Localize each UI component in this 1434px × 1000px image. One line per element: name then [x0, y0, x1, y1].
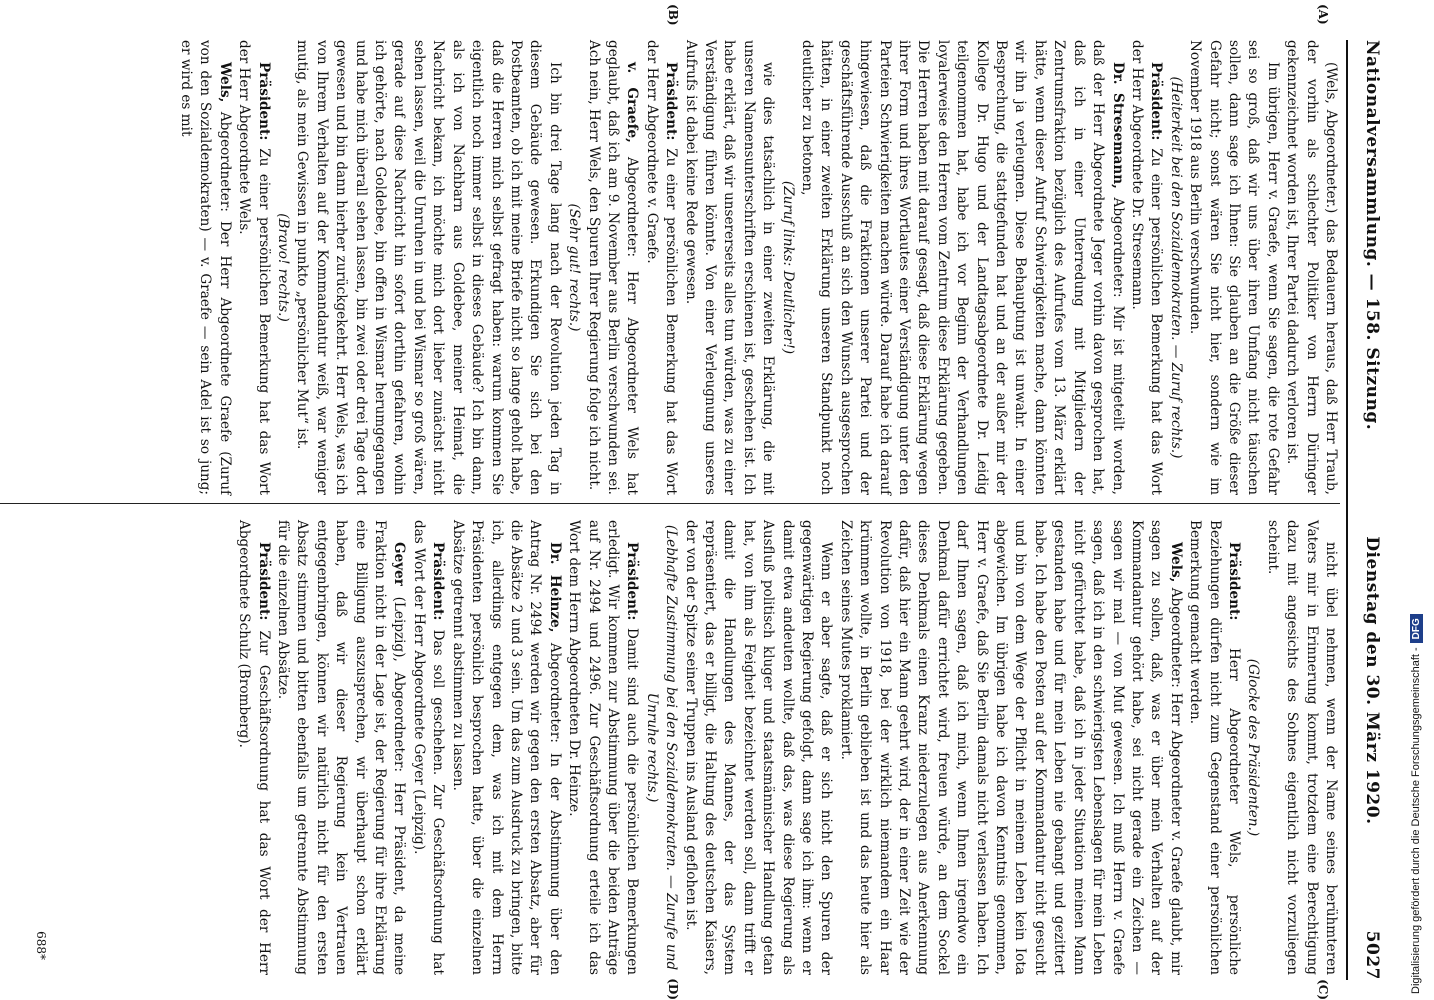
dfg-logo: DFG	[1410, 614, 1423, 643]
paragraph	[176, 40, 234, 495]
side-annotation-text	[1410, 0, 1423, 1000]
right-column	[234, 520, 1340, 975]
page-number: 5027	[1362, 930, 1382, 980]
speaker-name: Dr. Heinze,	[546, 542, 563, 643]
paragraph	[447, 520, 563, 975]
paragraph	[564, 40, 583, 495]
speaker-name: Präsident:	[1148, 62, 1165, 149]
speaker-name: v. Graefe,	[624, 62, 641, 158]
paragraph-text: Zu einer persönlichen Bemerkung hat das Wort der Herr Abgeordnete Wels.	[236, 40, 272, 495]
paragraph	[583, 40, 641, 495]
paragraph-text: Zu einer persönlichen Bemerkung hat das Wort der Herr Abgeordnete Dr. Stresemann.	[1128, 40, 1165, 495]
paragraph	[234, 40, 273, 495]
paragraph-text: Zur Geschäftsordnung hat das Wort der Herr Abgeordnete Schulz (Bromberg).	[236, 520, 272, 975]
speaker-name: Geyer	[391, 542, 408, 597]
paragraph	[292, 40, 564, 495]
paragraph	[1185, 40, 1282, 495]
paragraph-text: (Glocke des Präsidenten.)	[1245, 658, 1262, 837]
paragraph-text: nicht übel nehmen, wenn der Name seines berühmteren Vaters mir in Erinnerung kommt, trotzdem eine Berechtigung dazu mit angesichts des Sohnes eigentlich nicht vorzuliegen scheint.	[1264, 520, 1339, 975]
speaker-name: Präsident:	[663, 62, 680, 149]
paragraph	[564, 520, 642, 975]
paragraph	[680, 520, 835, 975]
speaker-name: Präsident:	[430, 542, 447, 630]
paragraph-text: Herr Abgeordneter Wels, persönliche Beziehungen dürfen nicht zum Gegenstand einer persönlichen Bemerkung gemacht werden.	[1187, 520, 1242, 976]
header-left: Nationalversammlung. — 158. Sitzung.	[1362, 40, 1382, 431]
speaker-name: Wels,	[216, 62, 233, 112]
paragraph	[234, 520, 273, 975]
paragraph-text: Zu einer persönlichen Bemerkung hat das Wort der Herr Abgeordnete v. Graefe.	[643, 40, 680, 495]
speaker-name: Wels,	[1167, 542, 1184, 588]
paragraph-text: (Leipzig), Abgeordneter: Herr Präsident, da meine Fraktion nicht in der Lage ist, der Regierung für ihre Erklärung eine Billigung auszusprechen, wir überhaupt schon erklärt haben, daß wir dieser Regierung kein Vertrauen entgegenbringen, können wir natürlich nicht für den ersten Absatz stimmen und bitten ebenfalls um getrennte Abstimmung für die einzelnen Absätze.	[275, 520, 408, 975]
paragraph-text: (Wels, Abgeordneter.) das Bedauern heraus, daß Herr Traub, der vorhin als schlechter Politiker von Herrn Düringer gekennzeichnet worden ist, Ihrer Partei dadurch verloren ist.	[1284, 40, 1339, 495]
margin-mark-b: (B)	[666, 4, 680, 26]
paragraph	[273, 520, 409, 975]
paragraph	[1165, 40, 1184, 495]
paragraph-text: (Heiterkeit bei den Sozialdemokraten. — Zuruf rechts.)	[1167, 76, 1184, 459]
paragraph-text: Das soll geschehen. Zur Geschäftsordnung hat das Wort der Herr Abgeordnete Geyer (Leipzig).	[410, 520, 447, 975]
paragraph-text: Im übrigen, Herr v. Graefe, wenn Sie sagen, die rote Gefahr sei so groß, daß wir uns über ihren Umfang nicht täuschen sollen, dann sage ich Ihnen: Sie glauben an die Größe dieser Gefahr nicht; sonst wären Sie nicht hier, sondern wie im November 1918 aus Berlin verschwunden.	[1187, 40, 1281, 495]
paragraph-text: Wenn er aber sagte, daß er sich nicht den Spuren der gegenwärtigen Regierung gefolgt, dann sage ich ihm: wenn er damit etwa andeuten wollte, daß das, was diese Regierung als Ausfluß politisch kluger und staatsmännischer Handlung getan hat, von ihm als Feigheit bezeichnet werden soll, dann trifft er damit die Handlungen des Mannes, der das System repräsentiert, das er billigt, die Haltung des deutschen Kaisers, der von der Spitze seiner Truppen ins Ausland geflohen ist.	[682, 520, 835, 975]
paragraph	[1243, 520, 1262, 975]
paragraph-text: Abgeordneter: In der Abstimmung über den Antrag Nr. 2494 werden wir gegen den ersten Absatz, aber für die Absätze 2 und 3 sein. Um das zum Ausdruck zu bringen, bitte ich, allerdings entgegen dem, was ich mit dem Herrn Präsidenten persönlich besprochen hatte, über die einzelnen Absätze getrennt abstimmen zu lassen.	[449, 520, 563, 975]
margin-mark-a: (A)	[1316, 4, 1330, 25]
column-divider	[0, 503, 1340, 504]
paragraph	[1185, 520, 1243, 975]
paragraph-text: Abgeordneter: Herr Abgeordneter Wels hat geglaubt, daß ich am 9. November aus Berlin verschwunden sei. Ach nein, Herr Wels, den Spuren Ihrer Regierung folge ich nicht.	[585, 40, 641, 495]
paragraph	[777, 40, 796, 495]
side-annotation	[1406, 0, 1432, 1000]
paragraph-text: Abgeordneter: Mir ist mitgeteilt worden, daß der Herr Abgeordnete Jeger vorhin davon gesprochen hat, daß ich in einer Unterredung mit Mitgliedern der Zentrumsfraktion bezüglich des Aufrufes vom 13. März erklärt hätte, wenn dieser Aufruf Schwierigkeiten mache, dann könnten wir ihn ja verleugnen. Diese Behauptung ist unwahr. In einer Besprechung, die stattgefunden hat und an der außer mir der Kollege Dr. Hugo und der Landtagsabgeordnete Dr. Leidig teilgenommen hat, habe ich vor Beginn der Verhandlungen loyalerweise den Herren vom Zentrum diese Erklärung gegeben. Die Herren haben mit darauf gesagt, daß diese Erklärung wegen ihrer Form und ihres Wortlautes einer Verständigung unter den Parteien Schwierigkeiten machen würde. Darauf habe ich darauf hingewiesen, daß die Fraktionen unserer Partei und der geschäftsführende Ausschuß an sich den Wunsch ausgesprochen hätten, in einer zweiten Erklärung unseren Standpunkt noch deutlicher zu betonen,	[799, 40, 1126, 495]
header-rule	[1346, 40, 1348, 980]
paragraph-text: (Bravo! rechts.)	[275, 213, 292, 322]
paragraph	[835, 520, 1184, 975]
page-header	[1352, 40, 1392, 980]
speaker-name: Dr. Stresemann,	[1109, 62, 1126, 198]
left-column	[176, 40, 1340, 495]
paragraph	[1262, 520, 1340, 975]
paragraph	[641, 40, 680, 495]
paragraph	[273, 40, 292, 495]
paragraph	[680, 40, 777, 495]
paragraph	[409, 520, 448, 975]
footnote-mark: 688*	[34, 931, 48, 960]
paragraph-text: (Lebhafte Zustimmung bei den Sozialdemokraten. — Zurufe und Unruhe rechts.)	[643, 524, 680, 971]
margin-mark-d: (D)	[666, 978, 680, 1000]
speaker-name: Präsident:	[624, 542, 641, 629]
speaker-name: Präsident:	[255, 542, 272, 631]
paragraph	[797, 40, 1127, 495]
paragraph-text: Abgeordneter: Herr Abgeordneter v. Graefe glaubt, mir sagen zu sollen, daß, was er über mein Verhalten auf der Kommandantur gehört habe, sei nicht gerade ein Zeichen — sagen wir mal — von Mut gewesen. Ich muß Herrn v. Graefe sagen, daß ich in den schwierigsten Lebenslagen für mein Leben nicht gefürchtet habe, daß ich in jeder Situation meinen Mann gestanden habe und für mein Leben nie gebangt und gezittert habe. Ich habe den Posten auf der Kommandantur nicht gesucht und bin von dem Wege der Pflicht in meinem Leben kein Iota abgewichen. Im übrigen habe ich davon Kenntnis genommen, Herr v. Graefe, daß Sie Berlin damals nicht verlassen haben. Ich darf Ihnen sagen, daß ich mich, wenn Ihnen irgendwo ein Denkmal dafür errichtet wird, freuen würde, an dem Sockel dieses Denkmals einen Kranz niederzulegen aus Anerkennung dafür, daß hier ein Mann geehrt wird, der in einer Zeit wie der Revolution von 1918, bei der wirklich niemandem ein Haar krümmen wollte, in Berlin geblieben ist und das heute hier als Zeichen seines Mutes proklamiert.	[837, 520, 1184, 975]
paragraph	[1282, 40, 1340, 495]
paragraph-text: Abgeordneter: Der Herr Abgeordnete Graefe (Zuruf von den Sozialdemokraten) — v. Graefe — sein Adel ist so jung; er wird es mit	[178, 40, 233, 495]
paragraph-text: wie dies tatsächlich in einer zweiten Erklärung, die mit unseren Namensunterschriften erschienen ist, geschehen ist. Ich habe erklärt, daß wir unsererseits alles tun würden, was zu einer Verständigung führen könnte. Von einer Verleugnung unseres Aufrufs ist dabei keine Rede gewesen.	[682, 40, 777, 495]
paragraph-text: Damit sind auch die persönlichen Bemerkungen erledigt. Wir kommen zur Abstimmung über die beiden Anträge auf Nr. 2494 und 2496. Zur Geschäftsordnung erteile ich das Wort dem Herrn Abgeordneten Dr. Heinze.	[566, 520, 641, 976]
paragraph	[641, 520, 680, 975]
speaker-name: Präsident:	[1225, 542, 1242, 649]
paragraph-text: (Sehr gut! rechts.)	[566, 203, 583, 332]
paragraph	[1127, 40, 1166, 495]
header-date: Dienstag den 30. März 1920.	[1362, 536, 1382, 825]
paragraph-text: (Zuruf links: Deutlicher!)	[779, 180, 796, 355]
paragraph-text: Ich bin drei Tage lang nach der Revolution jeden Tag in diesem Gebäude gewesen. Erkundigen Sie sich bei den Postbeamten, ob ich mit meine Briefe nicht so lange geholt habe, daß die Herren mich selbst gefragt haben: warum kommen Sie eigentlich noch immer selbst in dieses Gebäude? Ich bin dann, als ich von Nachbarn aus Goldebee, meiner Heimat, die Nachricht bekam, ich möchte mich dort lieber zunächst nicht sehen lassen, weil die Unruhen in und bei Wismar so groß wären, gerade auf diese Nachricht hin sofort dorthin gefahren, wohin ich gehörte, nach Goldebee, bin offen in Wismar herumgegangen und habe mich überall sehen lassen, bin zwei oder drei Tage dort gewesen und bin dann hierher zurückgekehrt. Herr Wels, was ich von Ihrem Verhalten auf der Kommandantur weiß, war weniger mutig, als mein Gewissen in punkto „persönlicher Mut“ ist.	[294, 40, 563, 495]
speaker-name: Präsident:	[255, 62, 272, 149]
digitization-note: Digitalisierung gefördert durch die Deutsche Forschungsgemeinschaft -	[1410, 647, 1422, 994]
margin-mark-c: (C)	[1316, 979, 1330, 1000]
